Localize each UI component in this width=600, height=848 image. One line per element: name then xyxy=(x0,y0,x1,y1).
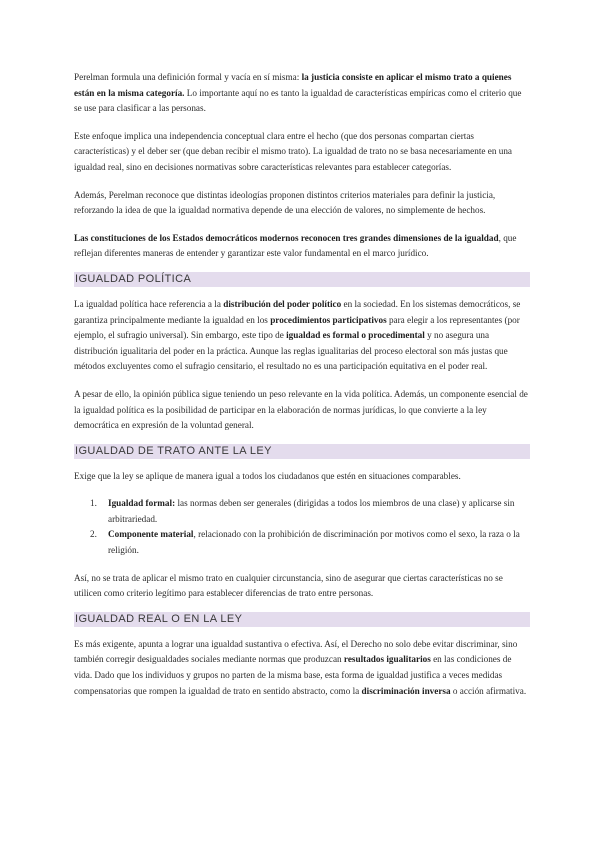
text-span: La igualdad política hace referencia a la xyxy=(74,298,224,309)
bold-text: Las constituciones de los Estados democráticos modernos reconocen tres grandes dimensiones de la igualdad xyxy=(74,232,499,243)
text-span: en la sociedad. En los sistemas democráticos, se garantiza principalmente mediante la igualdad en los xyxy=(74,298,521,325)
text-span: Perelman formula una definición formal y vacía en sí misma: xyxy=(74,72,302,82)
paragraph-exige: Exige que la ley se aplique de manera igual a todos los ciudadanos que estén en situaciones comparables. xyxy=(74,470,461,481)
list-number: 2. xyxy=(90,529,97,540)
bold-text: procedimientos participativos xyxy=(270,314,387,325)
bold-text: distribución del poder político xyxy=(223,298,342,309)
document-body xyxy=(74,70,530,699)
text-span: , relacionado con la prohibición de discriminación por motivos como el sexo, la raza o la religión. xyxy=(108,529,520,556)
list-item xyxy=(74,496,530,527)
section-heading-igualdad-de-trato: IGUALDAD DE TRATO ANTE LA LEY xyxy=(74,444,530,459)
bold-text: resultados igualitarios xyxy=(343,654,431,665)
text-span: en las condiciones de vida. Dado que los individuos y grupos no parten de la misma base, esta forma de igualdad justifica a veces medidas compensatorias que rompen la igualdad de trato en sentido abstracto, como la xyxy=(74,654,512,696)
paragraph-igualdad-politica xyxy=(74,297,530,375)
paragraph-igualdad-real xyxy=(74,637,530,699)
paragraph-constituciones xyxy=(74,231,530,262)
list-number: 1. xyxy=(90,498,97,509)
text-span: las normas deben ser generales (dirigidas a todos los miembros de una clase) y aplicarse sin arbitrariedad. xyxy=(108,498,515,524)
bold-text: Igualdad formal: xyxy=(108,498,176,509)
section-heading-igualdad-real: IGUALDAD REAL O EN LA LEY xyxy=(74,612,530,627)
text-span: para elegir a los representantes (por ejemplo, el sufragio universal). Sin embargo, este tipo de xyxy=(74,314,520,341)
list-item xyxy=(74,527,530,558)
paragraph-asi-no-se-trata: Así, no se trata de aplicar el mismo trato en cualquier circunstancia, sino de asegurar que ciertas características no se utilicen como criterio legítimo para establecer diferencias de trato entre personas. xyxy=(74,572,503,599)
bold-text: discriminación inversa xyxy=(361,685,451,696)
text-span: Es más exigente, apunta a lograr una igualdad sustantiva o efectiva. Así, el Derecho no solo debe evitar discriminar, sino también corregir desigualdades sociales mediante normas que produzcan xyxy=(74,638,518,665)
bold-text: Componente material xyxy=(108,529,194,540)
numbered-list xyxy=(74,496,530,558)
text-span: Lo importante aquí no es tanto la igualdad de características empíricas como el criterio que se use para clasificar a las personas. xyxy=(74,87,522,114)
paragraph-hecho-deber-ser: Este enfoque implica una independencia conceptual clara entre el hecho (que dos personas compartan ciertas características) y el deber ser (que deban recibir el mismo trato). La igualdad de trato no se basa necesariamente en una igualdad real, sino en decisiones normativas sobre características relevantes para establecer categorías. xyxy=(74,130,512,172)
paragraph-opinion-publica: A pesar de ello, la opinión pública sigue teniendo un peso relevante en la vida política. Además, un componente esencial de la igualdad política es la posibilidad de participar en la elaboración de normas jurídicas, lo que convierte a la ley democrática en expresión de la voluntad general. xyxy=(74,388,528,431)
section-heading-igualdad-politica: IGUALDAD POLÍTICA xyxy=(74,272,530,287)
paragraph-perelman-definition xyxy=(74,70,530,117)
bold-text: la justicia consiste en aplicar el mismo trato a quienes están en la misma categoría. xyxy=(74,72,512,98)
text-span: y no asegura una distribución igualitaria del poder en la práctica. Aunque las reglas igualitarias del proceso electoral son más justas que métodos excluyentes como el sufragio censitario, el resultado no es una participación equitativa en el poder real. xyxy=(74,330,508,372)
bold-text: igualdad es formal o procedimental xyxy=(286,330,425,341)
text-span: , que reflejan diferentes maneras de entender y garantizar este valor fundamental en el marco jurídico. xyxy=(74,232,517,259)
paragraph-ideologias: Además, Perelman reconoce que distintas ideologías proponen distintos criterios materiales para definir la justicia, reforzando la idea de que la igualdad normativa depende de una elección de valores, no simplemente de hechos. xyxy=(74,189,496,216)
text-span: o acción afirmativa. xyxy=(450,685,527,696)
